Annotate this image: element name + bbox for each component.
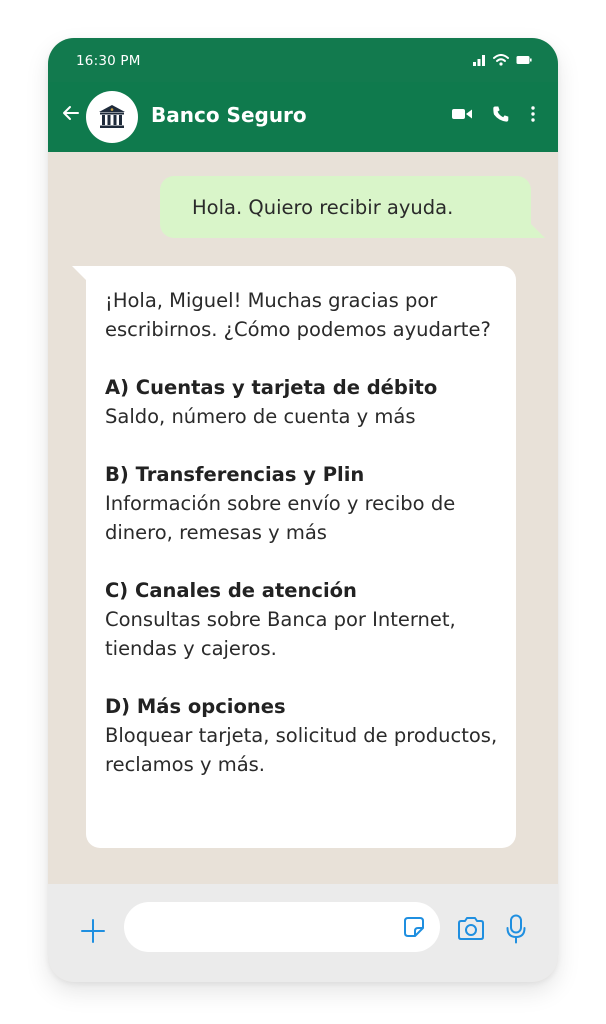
option-title: C) Canales de atención (105, 579, 357, 602)
outgoing-message-text: Hola. Quiero recibir ayuda. (192, 196, 454, 219)
option-c (105, 576, 505, 663)
option-title: D) Más opciones (105, 695, 286, 718)
chat-area (48, 152, 558, 884)
microphone-icon[interactable] (506, 914, 526, 944)
avatar[interactable] (86, 91, 138, 143)
status-icons (472, 54, 532, 66)
option-description: Información sobre envío y recibo de dinero, remesas y más (105, 492, 456, 544)
option-b (105, 460, 505, 547)
option-d (105, 692, 505, 779)
message-input[interactable] (124, 902, 440, 952)
option-a (105, 373, 505, 431)
contact-name[interactable]: Banco Seguro (151, 103, 307, 127)
status-bar (48, 38, 558, 82)
option-title: A) Cuentas y tarjeta de débito (105, 376, 438, 399)
more-options-icon[interactable] (530, 105, 536, 123)
phone-frame (48, 38, 558, 982)
camera-icon[interactable] (456, 916, 486, 942)
option-title: B) Transferencias y Plin (105, 463, 365, 486)
phone-icon[interactable] (492, 105, 510, 123)
greeting-text: ¡Hola, Miguel! Muchas gracias por escribirnos. ¿Cómo podemos ayudarte? (105, 289, 491, 341)
option-description: Bloquear tarjeta, solicitud de productos, reclamos y más. (105, 724, 498, 776)
incoming-message-body (105, 286, 505, 779)
back-arrow-icon[interactable] (60, 102, 82, 124)
outgoing-message (160, 176, 531, 238)
chat-header (48, 82, 558, 152)
option-description: Saldo, número de cuenta y más (105, 405, 416, 428)
header-actions (452, 105, 536, 123)
video-call-icon[interactable] (452, 107, 472, 121)
signal-icon (472, 54, 486, 66)
plus-icon[interactable] (80, 918, 106, 944)
incoming-message (86, 266, 516, 848)
message-composer (48, 884, 558, 982)
status-time: 16:30 PM (76, 53, 141, 69)
sticker-icon[interactable] (402, 915, 426, 939)
bank-icon (97, 102, 127, 132)
battery-icon (516, 55, 532, 65)
option-description: Consultas sobre Banca por Internet, tiendas y cajeros. (105, 608, 456, 660)
wifi-icon (493, 54, 509, 66)
